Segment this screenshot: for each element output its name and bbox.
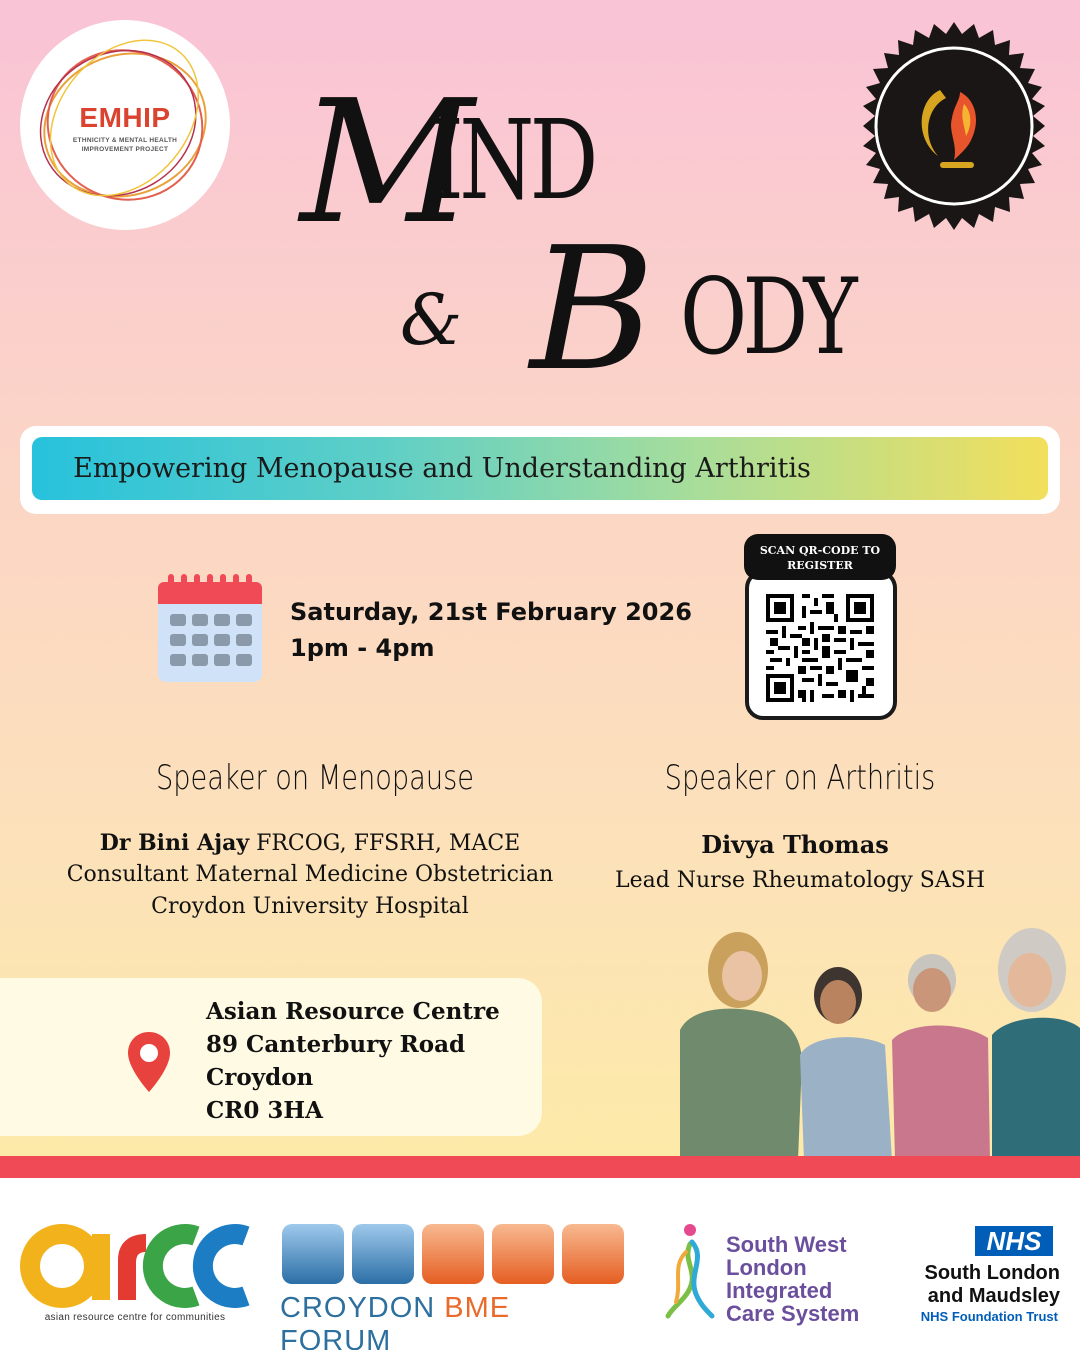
- badge-seal-icon: [848, 20, 1060, 232]
- calendar-icon: [156, 572, 264, 684]
- qr-label: [744, 534, 896, 580]
- swl-line: Care System: [726, 1301, 860, 1326]
- emhip-name: EMHIP: [79, 102, 171, 133]
- arcc-logo: [20, 1222, 250, 1308]
- speaker-arthritis-name: Divya Thomas: [701, 830, 889, 859]
- title-body-initial: B: [530, 211, 655, 409]
- swl-line: Integrated: [726, 1278, 833, 1303]
- organisation-badge-logo: [848, 20, 1060, 232]
- speaker-menopause-role: Consultant Maternal Medicine Obstetrician: [66, 862, 554, 887]
- nhs-name-line1: South London: [924, 1262, 1060, 1284]
- emhip-logo: [20, 20, 230, 230]
- venue-street: 89 Canterbury Road: [206, 1031, 466, 1058]
- event-date: Saturday, 21st February 2026: [290, 598, 692, 626]
- venue-town: Croydon: [206, 1064, 314, 1091]
- speaker-arthritis-heading: Speaker on Arthritis: [664, 758, 936, 798]
- subtitle-banner-text: Empowering Menopause and Understanding Arthritis: [73, 453, 811, 484]
- bme-forum-word3: FORUM: [280, 1325, 392, 1350]
- arcc-logo-mark: [20, 1222, 250, 1308]
- croydon-bme-forum-logo: [280, 1222, 628, 1288]
- swl-line: London: [726, 1255, 807, 1280]
- speaker-menopause-name-line: [60, 830, 560, 856]
- bme-forum-word1: CROYDON: [280, 1292, 445, 1324]
- bme-forum-tiles-icon: [280, 1222, 628, 1288]
- croydon-bme-forum-name: [280, 1292, 630, 1350]
- registration-qr-code[interactable]: [762, 590, 878, 706]
- bme-forum-word2: BME: [444, 1292, 511, 1324]
- nhs-trust-name: NHS Foundation Trust: [920, 1309, 1058, 1324]
- nhs-name-line2: and Maudsley: [927, 1285, 1060, 1307]
- title-ampersand: &: [400, 279, 463, 361]
- swl-ics-name: [726, 1233, 859, 1325]
- qr-label-line1: SCAN QR-CODE TO: [759, 544, 881, 557]
- speaker-menopause-heading: Speaker on Menopause: [156, 758, 474, 798]
- nhs-badge: NHS: [975, 1226, 1053, 1256]
- title-mind-rest: IND: [430, 96, 594, 224]
- emhip-subtitle: ETHNICITY & MENTAL HEALTH IMPROVEMENT PROJECT: [72, 137, 178, 153]
- venue-postcode: CR0 3HA: [206, 1097, 324, 1124]
- footer-accent-bar: [0, 1156, 1080, 1178]
- title-body-rest: ODY: [680, 256, 853, 378]
- speaker-menopause-name: Dr Bini Ajay: [99, 830, 250, 856]
- speaker-arthritis-role: Lead Nurse Rheumatology SASH: [614, 868, 986, 893]
- women-group-photo: [670, 920, 1080, 1160]
- swl-line: South West: [726, 1232, 847, 1257]
- qr-label-line2: REGISTER: [787, 559, 853, 572]
- arcc-subtitle: asian resource centre for communities: [44, 1312, 226, 1323]
- venue-name: Asian Resource Centre: [206, 998, 500, 1025]
- title-mind-initial: M: [300, 64, 475, 262]
- location-pin-icon: [126, 1030, 172, 1094]
- swl-ics-logo-mark: [662, 1222, 718, 1322]
- speaker-menopause-org: Croydon University Hospital: [151, 894, 469, 919]
- event-time: 1pm - 4pm: [290, 634, 435, 662]
- speaker-menopause-credentials: FRCOG, FFSRH, MACE: [249, 831, 521, 856]
